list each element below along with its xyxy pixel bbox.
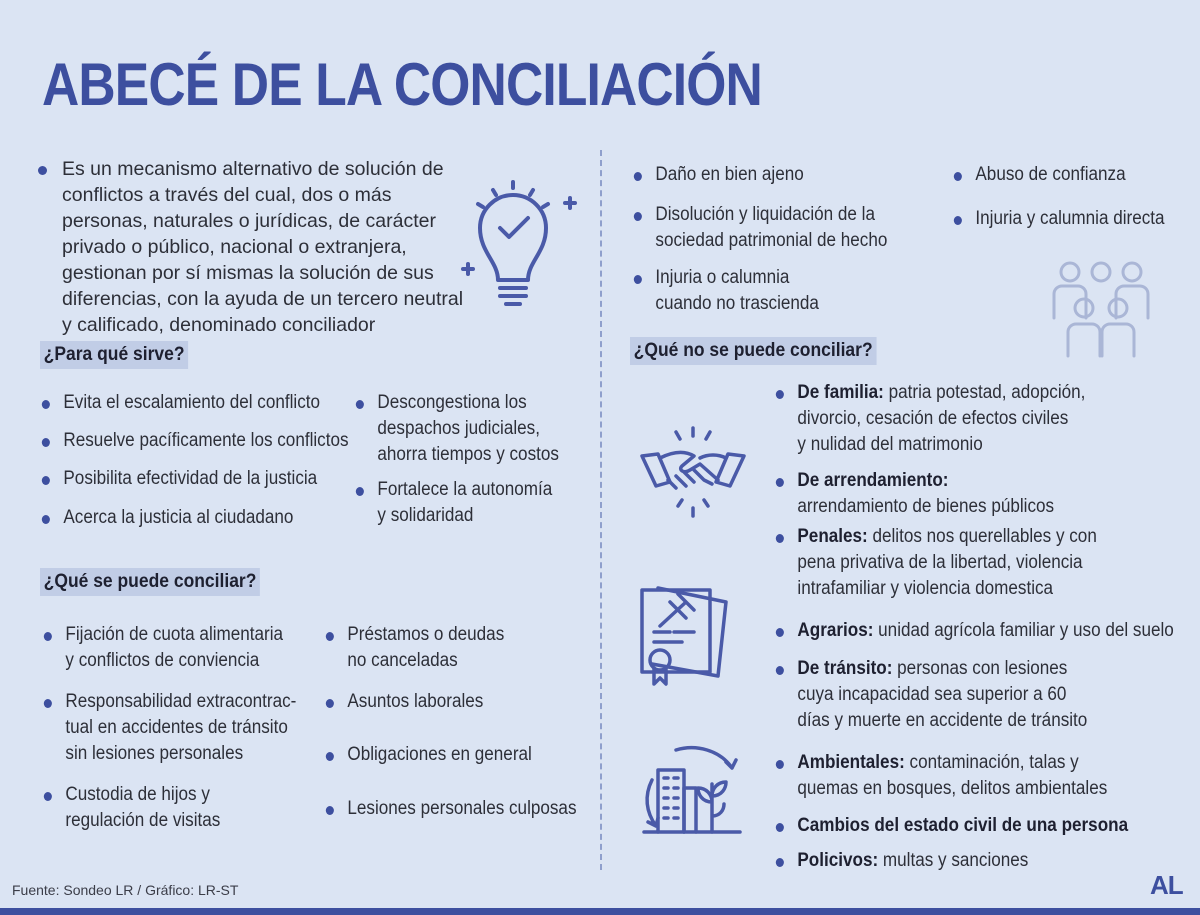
item-category: Policivos: — [797, 850, 879, 871]
list-item-line: cuya incapacidad sea superior a 60 — [797, 684, 1067, 705]
list-item — [774, 848, 1028, 874]
list-item — [354, 477, 552, 529]
item-text: multas y sanciones — [878, 850, 1029, 871]
list-item: Resuelve pacíficamente los conflictos — [40, 428, 349, 454]
list-item-line: sin lesiones personales — [65, 743, 244, 764]
list-item-line: Fijación de cuota alimentaria — [65, 624, 284, 645]
list-item — [774, 813, 1128, 839]
list-item: Injuria y calumnia directa — [952, 206, 1165, 232]
list-item-line: Custodia de hijos y — [65, 784, 210, 805]
list-item — [774, 380, 1085, 458]
list-item-line: quemas en bosques, delitos ambientales — [797, 778, 1108, 799]
item-category: De arrendamiento: — [797, 470, 949, 491]
list-item-line: y conflictos de conviencia — [65, 650, 260, 671]
brand-logo: AL — [1150, 870, 1183, 900]
intro-definition: Es un mecanismo alternativo de solución de conflictos a través del cual, dos o más personas, naturales o jurídicas, de carácter privado o público, nacional o extranjera, gestionan por sí mismas la solución de sus diferencias, con la ayuda de un tercero neutral y calificado, denominado conciliador — [36, 156, 476, 338]
list-item — [324, 622, 504, 674]
list-item-line: intrafamiliar y violencia domestica — [797, 578, 1054, 599]
column-divider — [600, 150, 602, 870]
list-item-line — [797, 618, 1173, 644]
list-item — [42, 782, 220, 834]
source-credit: Fuente: Sondeo LR / Gráfico: LR-ST — [12, 882, 239, 898]
item-text: patria potestad, adopción, — [883, 382, 1086, 403]
section-heading-para-que-sirve: ¿Para qué sirve? — [40, 341, 188, 369]
list-item: Acerca la justicia al ciudadano — [40, 505, 293, 531]
lightbulb-check-icon — [458, 172, 588, 322]
item-category: De tránsito: — [797, 658, 893, 679]
list-item-line: Disolución y liquidación de la — [655, 204, 875, 225]
list-item — [774, 524, 1097, 602]
list-item-line: arrendamiento de bienes públicos — [797, 496, 1055, 517]
list-item-line: divorcio, cesación de efectos civiles — [797, 408, 1069, 429]
list-item: Evita el escalamiento del conflicto — [40, 390, 320, 416]
list-item-line — [797, 524, 1096, 550]
list-item: Daño en bien ajeno — [632, 162, 804, 188]
list-item-line: Injuria o calumnia — [655, 267, 790, 288]
legal-document-gavel-icon — [630, 572, 750, 692]
item-category: De familia: — [797, 382, 884, 403]
item-text: personas con lesiones — [892, 658, 1068, 679]
list-item-line: tual en accidentes de tránsito — [65, 717, 288, 738]
environment-city-plant-icon — [636, 740, 746, 840]
list-item-line: Descongestiona los — [377, 392, 527, 413]
list-item-line: Préstamos o deudas — [347, 624, 505, 645]
list-item-line: Responsabilidad extracontrac- — [65, 691, 297, 712]
list-item: Abuso de confianza — [952, 162, 1126, 188]
list-item — [774, 656, 1087, 734]
list-item-line — [797, 656, 1087, 682]
list-item-line: y nulidad del matrimonio — [797, 434, 983, 455]
bottom-bar — [0, 908, 1200, 915]
list-item: Obligaciones en general — [324, 742, 532, 768]
people-group-icon — [1046, 258, 1156, 358]
list-item — [354, 390, 559, 468]
list-item: Asuntos laborales — [324, 689, 483, 715]
list-item-line: no canceladas — [347, 650, 458, 671]
handshake-icon — [638, 422, 748, 522]
list-item — [632, 265, 819, 317]
list-item-line: cuando no trascienda — [655, 293, 819, 314]
list-item-line — [797, 750, 1107, 776]
list-item-line — [797, 848, 1028, 874]
list-item-line: y solidaridad — [377, 505, 474, 526]
item-text: unidad agrícola familiar y uso del suelo — [873, 620, 1174, 641]
item-text: contaminación, talas y — [904, 752, 1079, 773]
section-heading-que-no-se-puede: ¿Qué no se puede conciliar? — [630, 337, 876, 365]
list-item — [774, 618, 1174, 644]
list-item — [42, 622, 283, 674]
list-item-line: pena privativa de la libertad, violencia — [797, 552, 1083, 573]
list-item — [632, 202, 887, 254]
page-title: ABECÉ DE LA CONCILIACIÓN — [42, 51, 762, 118]
list-item — [42, 689, 296, 767]
item-category: Agrarios: — [797, 620, 874, 641]
list-item — [774, 750, 1107, 802]
item-category: Cambios del estado civil de una persona — [797, 815, 1129, 836]
list-item-line: ahorra tiempos y costos — [377, 444, 559, 465]
item-category: Ambientales: — [797, 752, 905, 773]
list-item: Lesiones personales culposas — [324, 796, 577, 822]
section-heading-que-se-puede: ¿Qué se puede conciliar? — [40, 568, 260, 596]
list-item: Posibilita efectividad de la justicia — [40, 466, 317, 492]
list-item-line: sociedad patrimonial de hecho — [655, 230, 888, 251]
list-item-line — [797, 380, 1085, 406]
list-item-line: días y muerte en accidente de tránsito — [797, 710, 1088, 731]
list-item-line: Fortalece la autonomía — [377, 479, 553, 500]
list-item — [774, 468, 1054, 520]
item-text: delitos nos querellables y con — [867, 526, 1097, 547]
item-category: Penales: — [797, 526, 868, 547]
list-item-line: despachos judiciales, — [377, 418, 540, 439]
list-item-line: regulación de visitas — [65, 810, 221, 831]
